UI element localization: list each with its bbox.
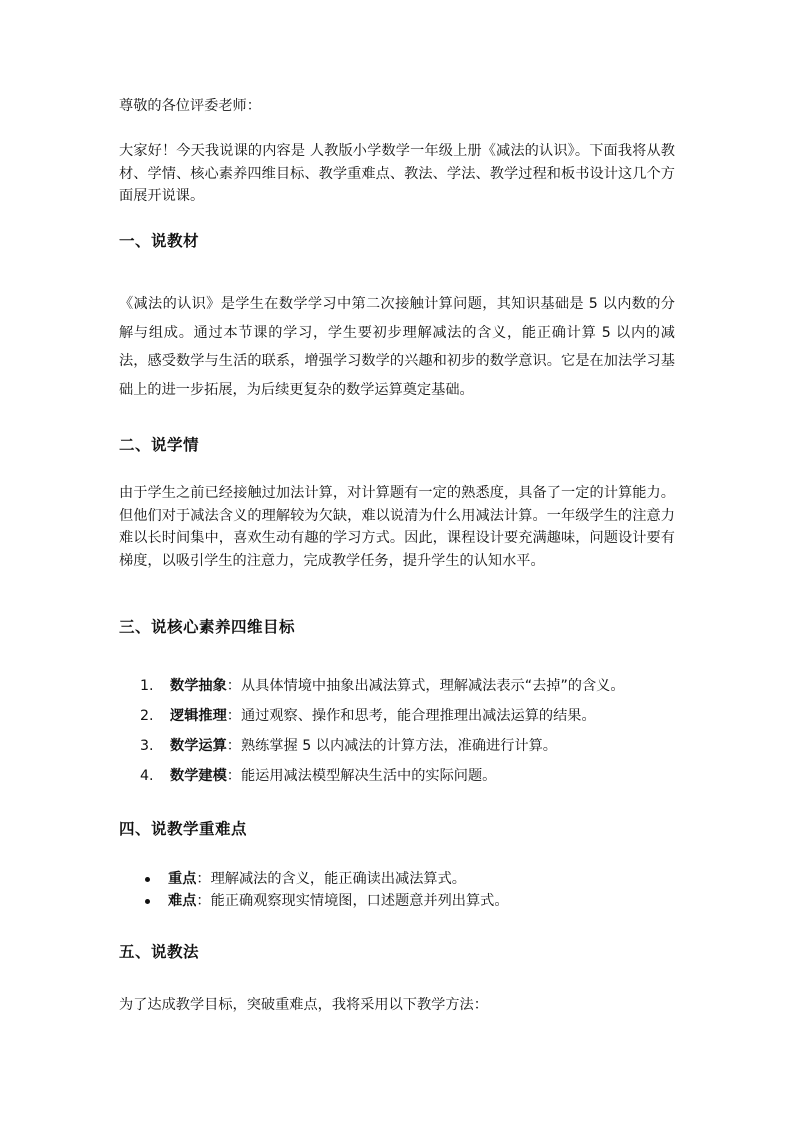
section-keypoints-heading-block [119,817,675,841]
goal-number: 4. [140,768,154,784]
section-body-students: 由于学生之前已经接触过加法计算，对计算题有一定的熟悉度，具备了一定的计算能力。但他们对于减法含义的理解较为欠缺，难以说清为什么用减法计算。一年级学生的注意力难以长时间集中，喜欢生动有趣的学习方式。因此，课程设计要充满趣味，问题设计要有梯度，以吸引学生的注意力，完成教学任务，提升学生的认知水平。 [119,485,675,569]
keypoints-list [145,868,685,912]
goal-separator: ： [226,738,241,754]
goal-text: 能运用减法模型解决生活中的实际问题。 [240,768,497,784]
goal-separator: ： [226,708,241,724]
keypoint-term: 重点 [168,871,197,887]
section-textbook-body-block [119,290,675,404]
section-body-textbook: 《减法的认识》是学生在数学学习中第二次接触计算问题，其知识基础是 5 以内数的分解与组成。通过本节课的学习，学生要初步理解减法的含义，能正确计算 5 以内的减法，感受数学与生活的联系，增强学习数学的兴趣和初步的数学意识。它是在加法学习基础上的进一步拓展，为后续更复杂的数学运算奠定基础。 [119,296,675,398]
section-textbook-heading-block [119,229,675,253]
keypoint-separator: ： [196,893,211,909]
goal-term: 数学建模 [170,768,227,784]
section-heading-textbook: 一、说教材 [119,232,200,250]
keypoint-item [145,890,685,912]
goal-number: 3. [140,738,154,754]
goal-item [140,705,700,735]
goal-item [140,675,700,705]
greeting-block [119,95,675,118]
section-methods-heading-block [119,940,675,964]
goal-term: 数学运算 [170,738,227,754]
keypoint-term: 难点 [168,893,197,909]
keypoint-text: 理解减法的含义，能正确读出减法算式。 [210,871,466,887]
goal-separator: ： [226,678,241,694]
keypoint-separator: ： [196,871,211,887]
goal-term: 数学抽象 [170,678,227,694]
bullet-icon [145,899,150,904]
section-heading-goals: 三、说核心素养四维目标 [119,618,296,636]
goal-number: 1. [140,678,154,694]
intro-paragraph: 大家好！今天我说课的内容是 人教版小学数学一年级上册《减法的认识》。下面我将从教材、学情、核心素养四维目标、教学重难点、教法、学法、教学过程和板书设计这几个方面展开说课。 [119,143,675,204]
section-heading-methods: 五、说教法 [119,943,200,961]
bullet-icon [145,877,150,882]
keypoint-text: 能正确观察现实情境图，口述题意并列出算式。 [210,893,509,909]
goal-text: 熟练掌握 5 以内减法的计算方法，准确进行计算。 [240,738,557,754]
goal-term: 逻辑推理 [170,708,227,724]
goal-separator: ： [226,768,241,784]
goal-item [140,735,700,765]
goals-list [140,675,700,795]
keypoint-item [145,868,685,890]
goal-number: 2. [140,708,154,724]
section-heading-students: 二、说学情 [119,436,200,454]
section-heading-keypoints: 四、说教学重难点 [119,820,248,838]
section-students-heading-block [119,433,675,457]
section-goals-heading-block [119,615,675,639]
section-students-body-block [119,482,675,572]
section-body-methods: 为了达成教学目标，突破重难点，我将采用以下教学方法： [119,997,488,1013]
goal-item [140,765,700,795]
greeting: 尊敬的各位评委老师： [119,98,261,114]
section-methods-body-block [119,994,675,1017]
goal-text: 从具体情境中抽象出减法算式，理解减法表示“去掉”的含义。 [240,678,625,694]
goal-text: 通过观察、操作和思考，能合理推理出减法运算的结果。 [240,708,596,724]
intro-block [119,140,675,208]
